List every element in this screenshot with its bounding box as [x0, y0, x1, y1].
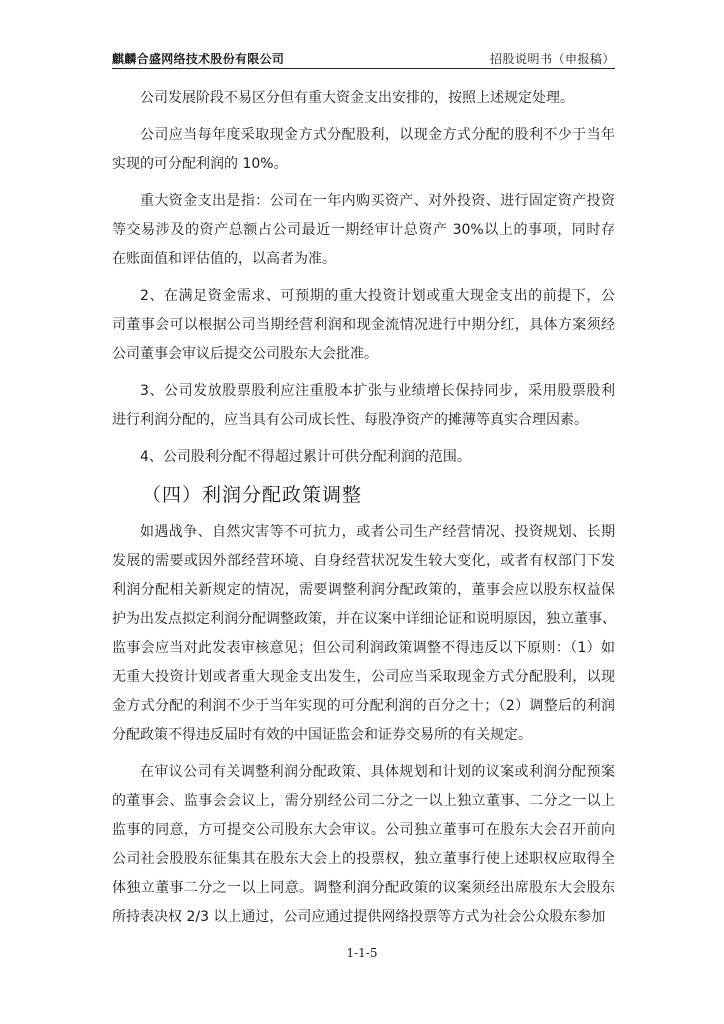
paragraph	[112, 518, 615, 750]
text-line: 无重大投资计划或者重大现金支出发生，公司应当采取现金方式分配股利，以现	[112, 669, 615, 685]
text-line: 重大资金支出是指：公司在一年内购买资产、对外投资、进行固定资产投资	[140, 193, 615, 209]
text-line: 发展的需要或因外部经营环境、自身经营状况发生较大变化，或者有权部门下发	[112, 553, 615, 569]
paragraph	[112, 377, 615, 435]
text-line: 在账面值和评估值的，以高者为准。	[112, 251, 336, 267]
text-line: 公司发展阶段不易区分但有重大资金支出安排的，按照上述规定处理。	[140, 90, 574, 106]
section-heading: （四）利润分配政策调整	[142, 484, 363, 506]
paragraph	[112, 282, 615, 369]
text-line: 金方式分配的利润不少于当年实现的可分配利润的百分之十；（2）调整后的利润	[112, 698, 615, 714]
text-line: 2、在满足资金需求、可预期的重大投资计划或重大现金支出的前提下，公	[140, 288, 615, 304]
text-line: 所持表决权 2/3 以上通过，公司应通过提供网络投票等方式为社会公众股东参加	[112, 909, 606, 925]
header-rule	[112, 68, 615, 69]
text-line: 司董事会可以根据公司当期经营利润和现金流情况进行中期分红，具体方案须经	[112, 317, 615, 333]
text-line: 如遇战争、自然灾害等不可抗力，或者公司生产经营情况、投资规划、长期	[140, 524, 615, 540]
text-line: 4、公司股利分配不得超过累计可供分配利润的范围。	[140, 449, 471, 465]
text-line: 的董事会、监事会会议上，需分别经公司二分之一以上独立董事、二分之一以上	[112, 793, 615, 809]
text-line: 公司董事会审议后提交公司股东大会批准。	[112, 346, 378, 362]
page-header	[112, 48, 615, 68]
text-line: 利润分配相关新规定的情况，需要调整利润分配政策的，董事会应以股东权益保	[112, 582, 615, 598]
text-line: 等交易涉及的资产总额占公司最近一期经审计总资产 30%以上的事项，同时存	[112, 222, 615, 238]
text-line: 分配政策不得违反届时有效的中国证监会和证券交易所的有关规定。	[112, 727, 532, 743]
text-line: 体独立董事二分之一以上同意。调整利润分配政策的议案须经出席股东大会股东	[112, 880, 615, 896]
text-line: 护为出发点拟定利润分配调整政策，并在议案中详细论证和说明原因，独立董事、	[112, 611, 616, 627]
text-line: 进行利润分配的，应当具有公司成长性、每股净资产的摊薄等真实合理因素。	[112, 412, 588, 428]
page-number: 1-1-5	[346, 946, 378, 960]
paragraph	[112, 443, 615, 472]
paragraph	[112, 84, 615, 113]
paragraph	[112, 187, 615, 274]
company-name: 麒麟合盛网络技术股份有限公司	[112, 52, 285, 66]
text-line: 监事的同意，方可提交公司股东大会审议。公司独立董事可在股东大会召开前向	[112, 822, 615, 838]
text-line: 实现的可分配利润的 10%。	[112, 156, 288, 172]
paragraph-group-1	[112, 84, 615, 472]
paragraph	[112, 121, 615, 179]
text-line: 3、公司发放股票股利应注重股本扩张与业绩增长保持同步，采用股票股利	[140, 383, 615, 399]
text-line: 在审议公司有关调整利润分配政策、具体规划和计划的议案或利润分配预案	[140, 764, 615, 780]
paragraph-group-2	[112, 518, 615, 932]
page-body	[112, 84, 615, 940]
document-type: 招股说明书（申报稿）	[489, 52, 615, 66]
text-line: 公司社会股股东征集其在股东大会上的投票权，独立董事行使上述职权应取得全	[112, 851, 615, 867]
paragraph	[112, 758, 615, 932]
text-line: 监事会应当对此发表审核意见；但公司利润政策调整不得违反以下原则：（1）如	[112, 640, 615, 656]
text-line: 公司应当每年度采取现金方式分配股利，以现金方式分配的股利不少于当年	[140, 127, 615, 143]
